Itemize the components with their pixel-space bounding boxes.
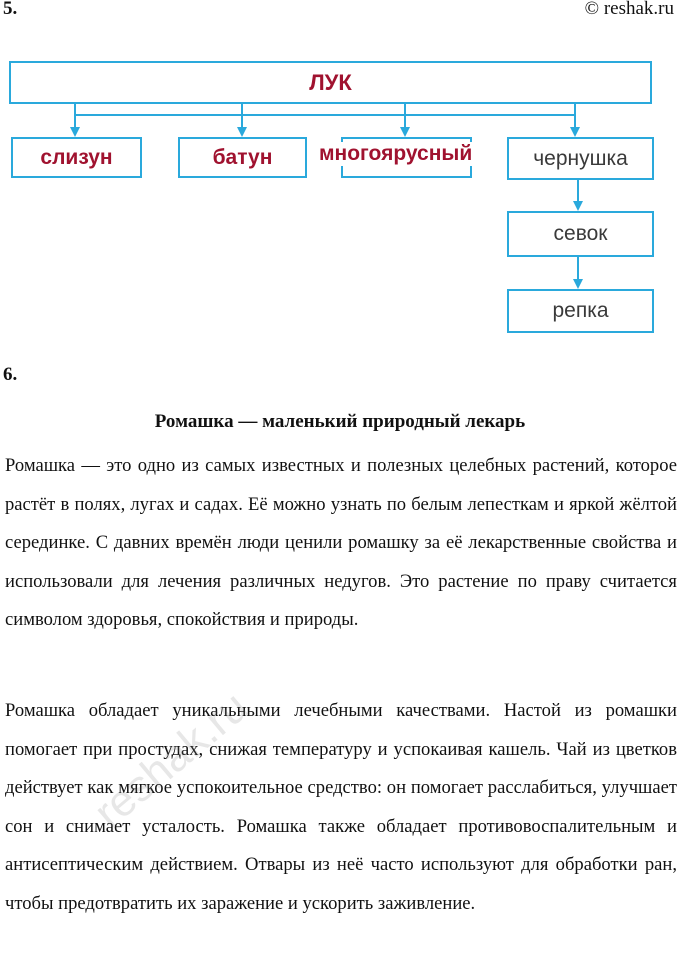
diagram-label-mnogoyarusny: многоярусный bbox=[319, 142, 473, 165]
watermark: reshak.ru bbox=[85, 682, 258, 838]
essay-paragraph-2: Ромашка обладает уникальными лечебными качествами. Настой из ромашки помогает при простудах, снижая температуру и успокаивая кашель. Чай из цветков действует как мягкое успокоительное средство: он помогает расслабиться, улучшает сон и снимает усталость. Ромашка также обладает противовоспалительным и антисептическим действием. Отвары из неё часто используют для обработки ран, чтобы предотвратить их заражение и ускорить заживление. bbox=[5, 700, 677, 914]
diagram-label-batun: батун bbox=[212, 145, 273, 169]
diagram-label-sevok: севок bbox=[553, 222, 608, 245]
diagram-box-chernushka bbox=[507, 137, 654, 180]
diagram-root-label: ЛУК bbox=[309, 69, 352, 95]
task-5-number: 5. bbox=[3, 0, 18, 19]
task-6-number: 6. bbox=[3, 364, 18, 385]
diagram-box-sluzun bbox=[11, 137, 142, 178]
diagram-root-box bbox=[9, 61, 652, 104]
diagram-label-chernushka: чернушка bbox=[533, 146, 628, 170]
diagram-box-mnogoyarusny bbox=[319, 137, 473, 178]
diagram-label-sluzun: слизун bbox=[40, 145, 113, 169]
diagram-label-repka: репка bbox=[552, 299, 609, 322]
essay-paragraph-1: Ромашка — это одно из самых известных и полезных целебных растений, которое растёт в полях, лугах и садах. Её можно узнать по белым лепесткам и яркой жёлтой серединке. С давних времён люди ценили ромашку за её лекарственные свойства и использовали для лечения различных недугов. Это растение по праву считается символом здоровья, спокойствия и природы. bbox=[5, 455, 677, 631]
copyright-label: © reshak.ru bbox=[584, 0, 674, 19]
diagram-box-repka bbox=[507, 289, 654, 333]
diagram-box-batun bbox=[178, 137, 307, 178]
diagram-box-sevok bbox=[507, 211, 654, 257]
essay-title: Ромашка — маленький природный лекарь bbox=[154, 411, 526, 432]
